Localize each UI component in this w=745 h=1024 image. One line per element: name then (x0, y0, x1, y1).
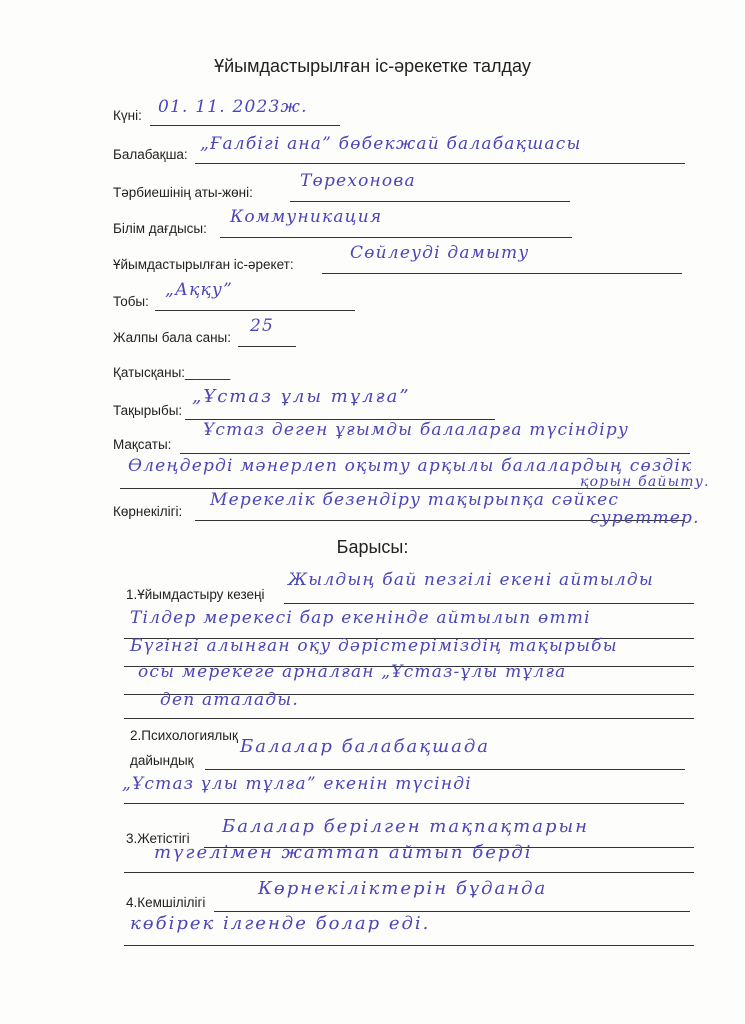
group-underline (155, 310, 355, 311)
weak-label: 4.Кемшілілігі (126, 895, 206, 910)
children-total-label: Жалпы бала саны: (113, 330, 231, 345)
activity-underline (322, 273, 682, 274)
psych-line-2: „Ұстаз ұлы тұлға” екенін түсінді (122, 774, 472, 794)
kindergarten-value: „Ғалбiгi ана” бөбекжай балабақшасы (200, 134, 582, 154)
achieve-line-2: түгелімен жаттап айтып берді (154, 842, 533, 863)
achieve-line-1: Балалар берілген тақпақтарын (222, 816, 590, 837)
goal-value-line3: қорын байыту. (580, 474, 710, 490)
date-underline (150, 125, 340, 126)
goal-value-line1: Ұстаз деген ұғымды балаларға түсіндіру (203, 420, 629, 440)
kindergarten-label: Балабақша: (113, 147, 188, 162)
topic-value: „Ұстаз ұлы тұлға” (192, 386, 411, 407)
org-line-3: Бүгінгі алынған оқу дәрістеріміздің тақырыбы (130, 636, 618, 656)
topic-label: Тақырыбы: (113, 403, 183, 418)
org-underline-1 (284, 603, 694, 604)
attended-label: Қатысқаны:______ (113, 365, 231, 380)
teacher-value: Төрехонова (300, 171, 416, 191)
visual-value-line2: суреттер. (590, 508, 700, 528)
group-value: „Аққу” (165, 280, 233, 300)
weak-line-1: Көрнекіліктерін бұданда (258, 878, 548, 899)
activity-value: Сөйлеуді дамыту (350, 243, 530, 263)
achieve-underline-2 (124, 872, 694, 873)
skill-label: Білім дағдысы: (113, 221, 207, 236)
psych-underline-1 (205, 769, 685, 770)
psych-underline-2 (124, 803, 684, 804)
progress-heading: Барысы: (336, 537, 409, 557)
children-total-value: 25 (250, 316, 275, 336)
achieve-label: 3.Жетістігі (126, 831, 190, 846)
teacher-underline (290, 201, 570, 202)
org-line-2: Тілдер мерекесі бар екенінде айтылып өтті (130, 608, 591, 628)
weak-underline-2 (124, 945, 694, 946)
org-stage-label: 1.Ұйымдастыру кезеңі (126, 587, 265, 602)
teacher-label: Тәрбиешінің аты-жөні: (113, 185, 253, 200)
goal-underline-1 (180, 453, 690, 454)
document-title: Ұйымдастырылған іс-әрекетке талдау (214, 56, 531, 76)
group-label: Тобы: (113, 294, 149, 309)
org-line-5: деп аталады. (160, 690, 299, 710)
date-value: 01. 11. 2023ж. (158, 97, 308, 117)
weak-underline-1 (214, 911, 690, 912)
goal-value-line2: Өлеңдерді мәнерлеп оқыту арқылы балалардың сөздік (128, 456, 693, 476)
date-label: Күні: (113, 108, 142, 123)
visual-label: Көрнекілігі: (113, 504, 183, 519)
psych-label-1: 2.Психологиялық (130, 728, 238, 743)
skill-underline (220, 237, 572, 238)
activity-label: Ұйымдастырылған іс-әрекет: (113, 257, 294, 272)
kindergarten-underline (195, 163, 685, 164)
children-total-underline (238, 346, 296, 347)
psych-line-1: Балалар балабақшада (240, 736, 491, 757)
goal-label: Мақсаты: (113, 437, 172, 452)
org-line-4: осы мерекеге арналған „Ұстаз-ұлы тұлға (138, 662, 567, 682)
skill-value: Коммуникация (230, 207, 383, 227)
psych-label-2: дайындық (130, 753, 194, 768)
weak-line-2: көбірек ілгенде болар еді. (130, 913, 431, 934)
org-underline-5 (124, 718, 694, 719)
org-line-1: Жылдың бай пезгілі екені айтылды (288, 570, 654, 590)
visual-value: Мерекелік безендіру тақырыпқа сәйкес (210, 490, 620, 510)
